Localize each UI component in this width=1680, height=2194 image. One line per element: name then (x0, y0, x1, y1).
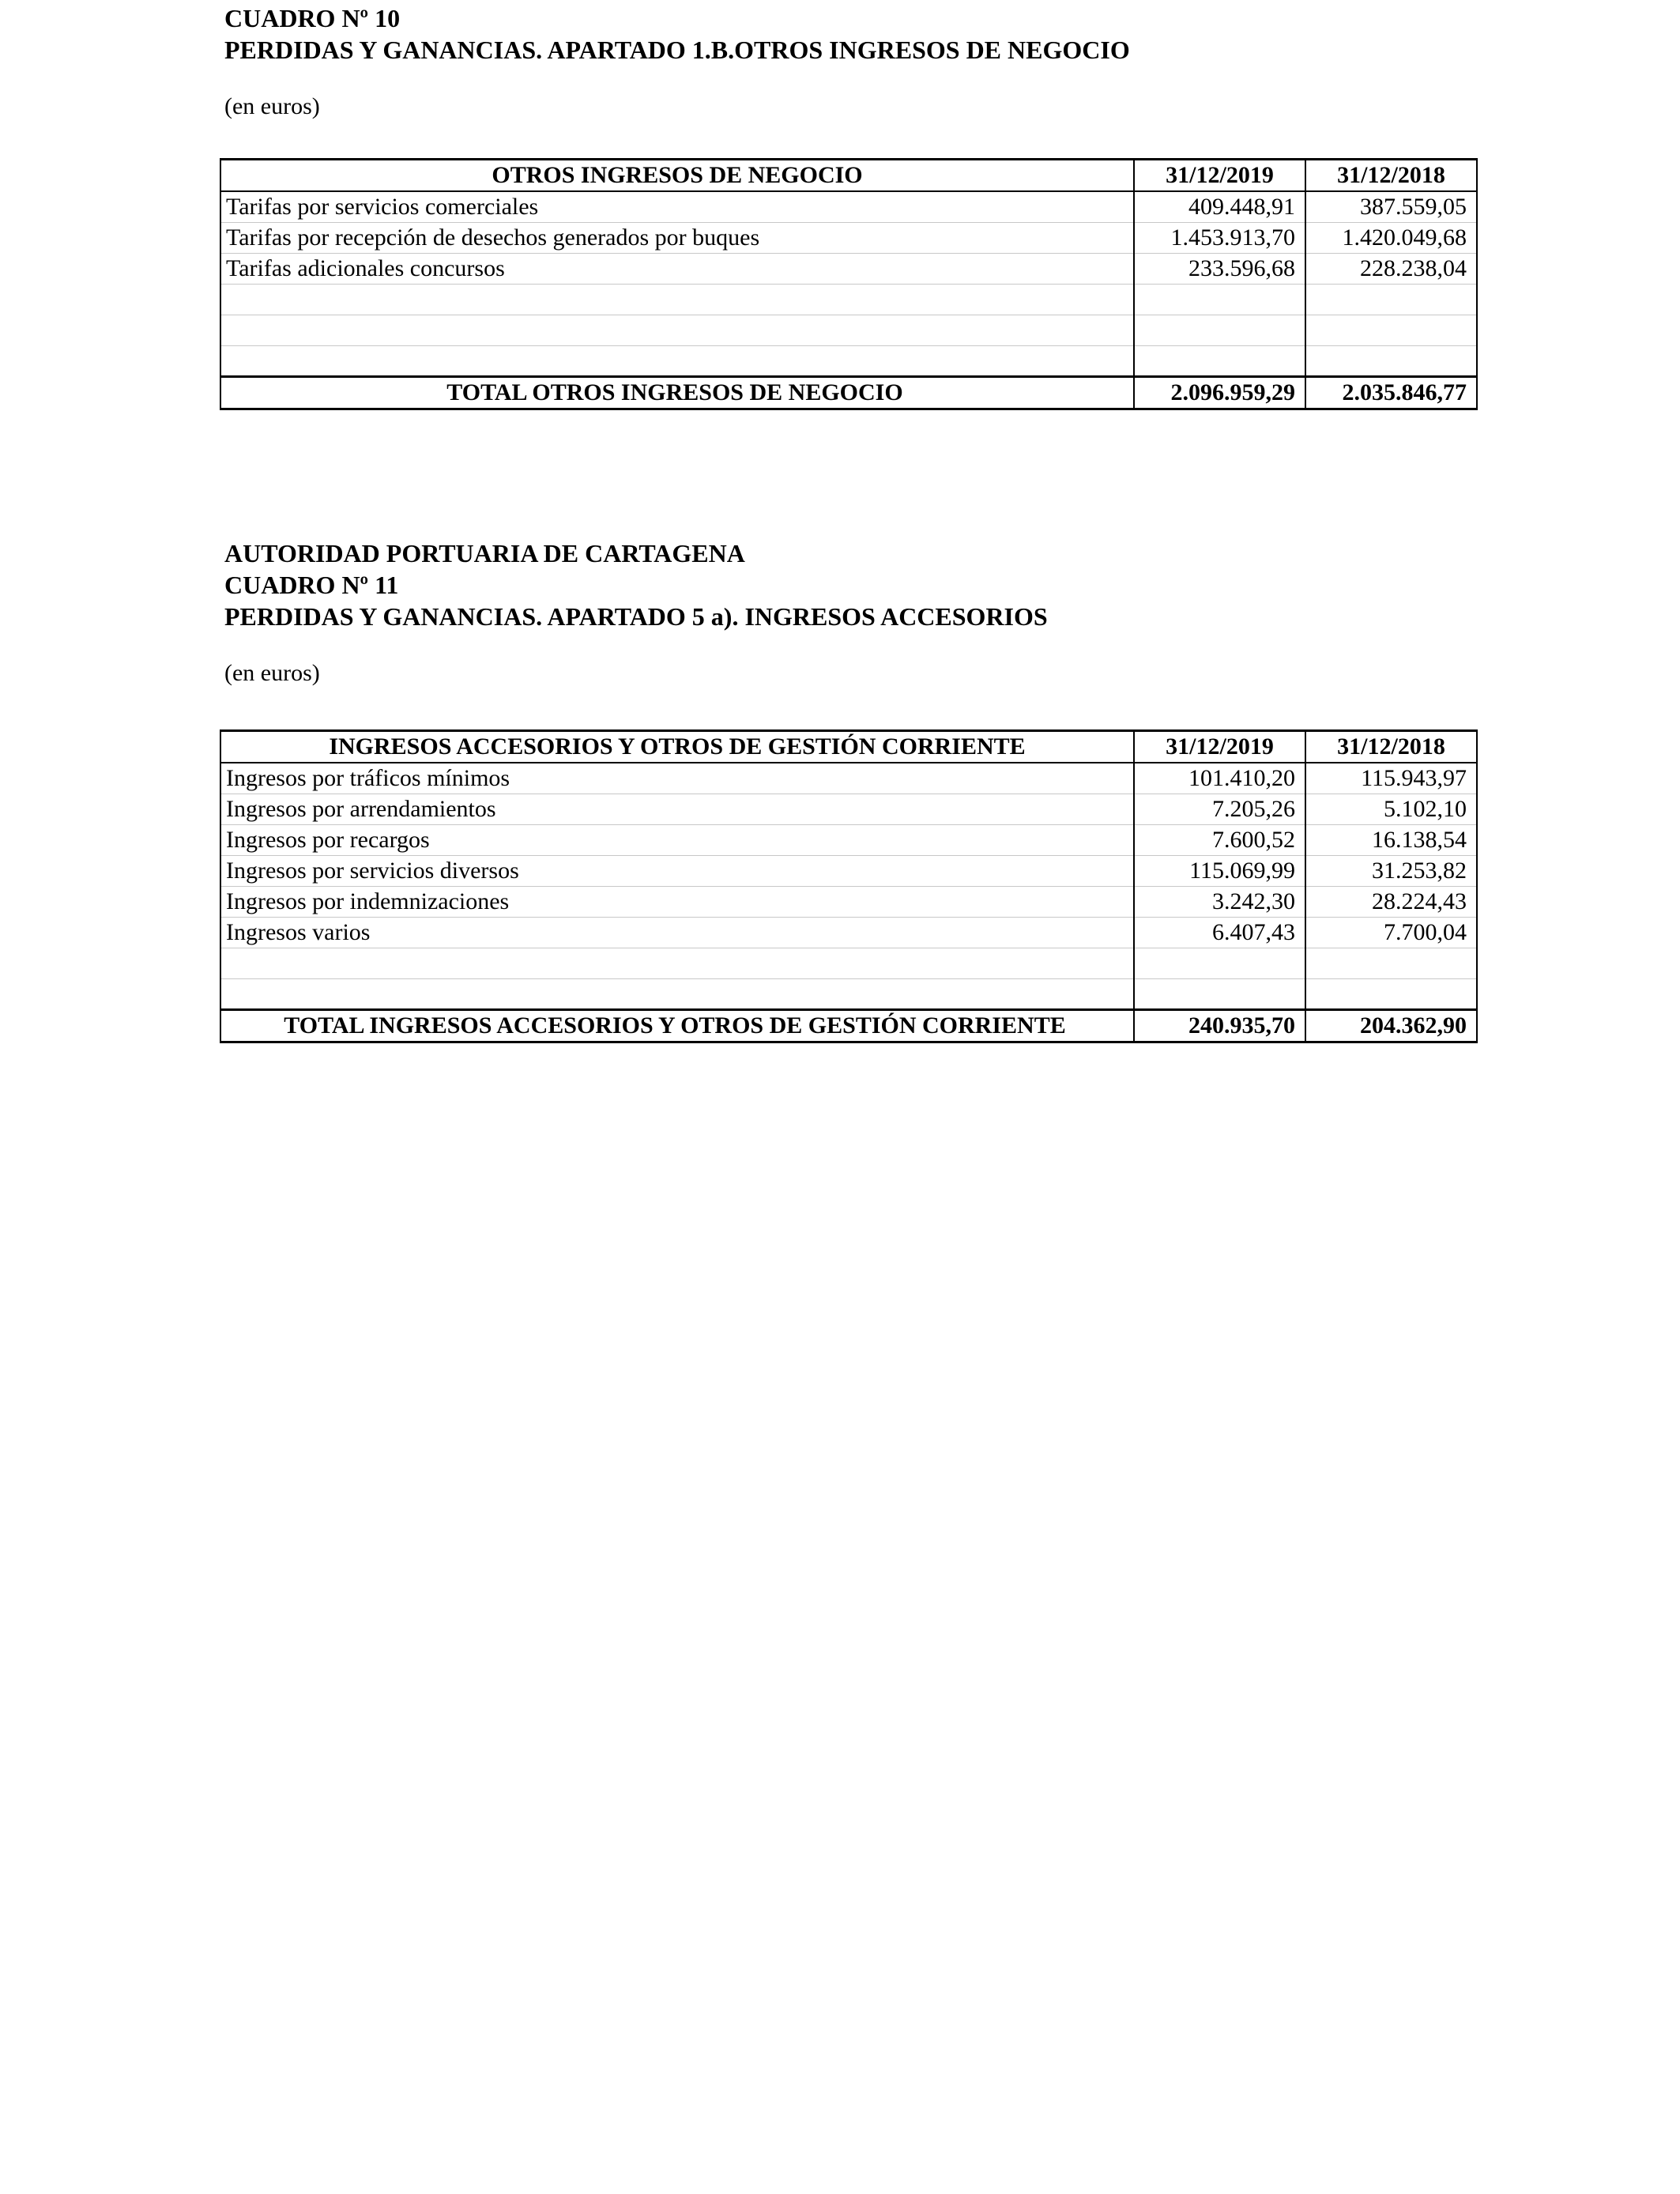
cuadro-10-units: (en euros) (224, 93, 320, 119)
table-row (220, 191, 1477, 223)
table-row-empty (220, 346, 1477, 377)
cuadro-11-units: (en euros) (224, 660, 320, 686)
total-value-2018: 2.035.846,77 (1305, 377, 1477, 409)
ingresos-accesorios-table (220, 729, 1478, 1043)
row-label: Ingresos por arrendamientos (220, 794, 1134, 825)
table-row (220, 763, 1477, 794)
table-total-row (220, 1010, 1477, 1042)
table-total-row (220, 377, 1477, 409)
row-value-2019: 6.407,43 (1134, 918, 1305, 948)
table-row (220, 887, 1477, 918)
row-label: Tarifas adicionales concursos (220, 254, 1134, 285)
row-label: Ingresos por servicios diversos (220, 856, 1134, 887)
table-row (220, 856, 1477, 887)
table-row-empty (220, 979, 1477, 1010)
table-row-empty (220, 948, 1477, 979)
row-value-2019: 115.069,99 (1134, 856, 1305, 887)
row-value-2018: 16.138,54 (1305, 825, 1477, 856)
cuadro-11-title: CUADRO Nº 11 (224, 571, 399, 599)
row-value-2018: 31.253,82 (1305, 856, 1477, 887)
column-header-2018: 31/12/2018 (1305, 160, 1477, 192)
table-header-row (220, 160, 1477, 192)
row-label: Ingresos por tráficos mínimos (220, 763, 1134, 794)
table-row (220, 825, 1477, 856)
column-header-2019: 31/12/2019 (1134, 160, 1305, 192)
table-row (220, 223, 1477, 254)
row-label: Ingresos varios (220, 918, 1134, 948)
row-value-2018: 387.559,05 (1305, 191, 1477, 223)
row-value-2019: 101.410,20 (1134, 763, 1305, 794)
table-header-row (220, 731, 1477, 763)
table-row-empty (220, 285, 1477, 315)
column-header-2018: 31/12/2018 (1305, 731, 1477, 763)
row-value-2019: 7.600,52 (1134, 825, 1305, 856)
row-value-2018: 5.102,10 (1305, 794, 1477, 825)
row-value-2018: 228.238,04 (1305, 254, 1477, 285)
table-row-empty (220, 315, 1477, 346)
table-row (220, 254, 1477, 285)
total-label: TOTAL OTROS INGRESOS DE NEGOCIO (220, 377, 1134, 409)
otros-ingresos-table (220, 158, 1478, 410)
total-value-2019: 240.935,70 (1134, 1010, 1305, 1042)
cuadro-10-header (224, 2, 1479, 123)
row-value-2019: 3.242,30 (1134, 887, 1305, 918)
row-label: Ingresos por indemnizaciones (220, 887, 1134, 918)
cuadro-11-subtitle: PERDIDAS Y GANANCIAS. APARTADO 5 a). INGRESOS ACCESORIOS (224, 602, 1048, 631)
column-header-2019: 31/12/2019 (1134, 731, 1305, 763)
row-value-2018: 28.224,43 (1305, 887, 1477, 918)
row-value-2018: 115.943,97 (1305, 763, 1477, 794)
cuadro-11-header (224, 537, 1479, 689)
row-value-2019: 1.453.913,70 (1134, 223, 1305, 254)
column-header-concepto: INGRESOS ACCESORIOS Y OTROS DE GESTIÓN CORRIENTE (220, 731, 1134, 763)
column-header-concepto: OTROS INGRESOS DE NEGOCIO (220, 160, 1134, 192)
total-value-2018: 204.362,90 (1305, 1010, 1477, 1042)
row-label: Tarifas por recepción de desechos generados por buques (220, 223, 1134, 254)
table-row (220, 794, 1477, 825)
row-value-2018: 1.420.049,68 (1305, 223, 1477, 254)
total-label: TOTAL INGRESOS ACCESORIOS Y OTROS DE GESTIÓN CORRIENTE (220, 1010, 1134, 1042)
total-value-2019: 2.096.959,29 (1134, 377, 1305, 409)
row-value-2019: 409.448,91 (1134, 191, 1305, 223)
row-value-2019: 233.596,68 (1134, 254, 1305, 285)
row-value-2018: 7.700,04 (1305, 918, 1477, 948)
table-row (220, 918, 1477, 948)
row-value-2019: 7.205,26 (1134, 794, 1305, 825)
row-label: Ingresos por recargos (220, 825, 1134, 856)
organization-name: AUTORIDAD PORTUARIA DE CARTAGENA (224, 539, 745, 567)
cuadro-10-subtitle: PERDIDAS Y GANANCIAS. APARTADO 1.B.OTROS INGRESOS DE NEGOCIO (224, 36, 1130, 64)
row-label: Tarifas por servicios comerciales (220, 191, 1134, 223)
cuadro-10-title: CUADRO Nº 10 (224, 4, 401, 32)
